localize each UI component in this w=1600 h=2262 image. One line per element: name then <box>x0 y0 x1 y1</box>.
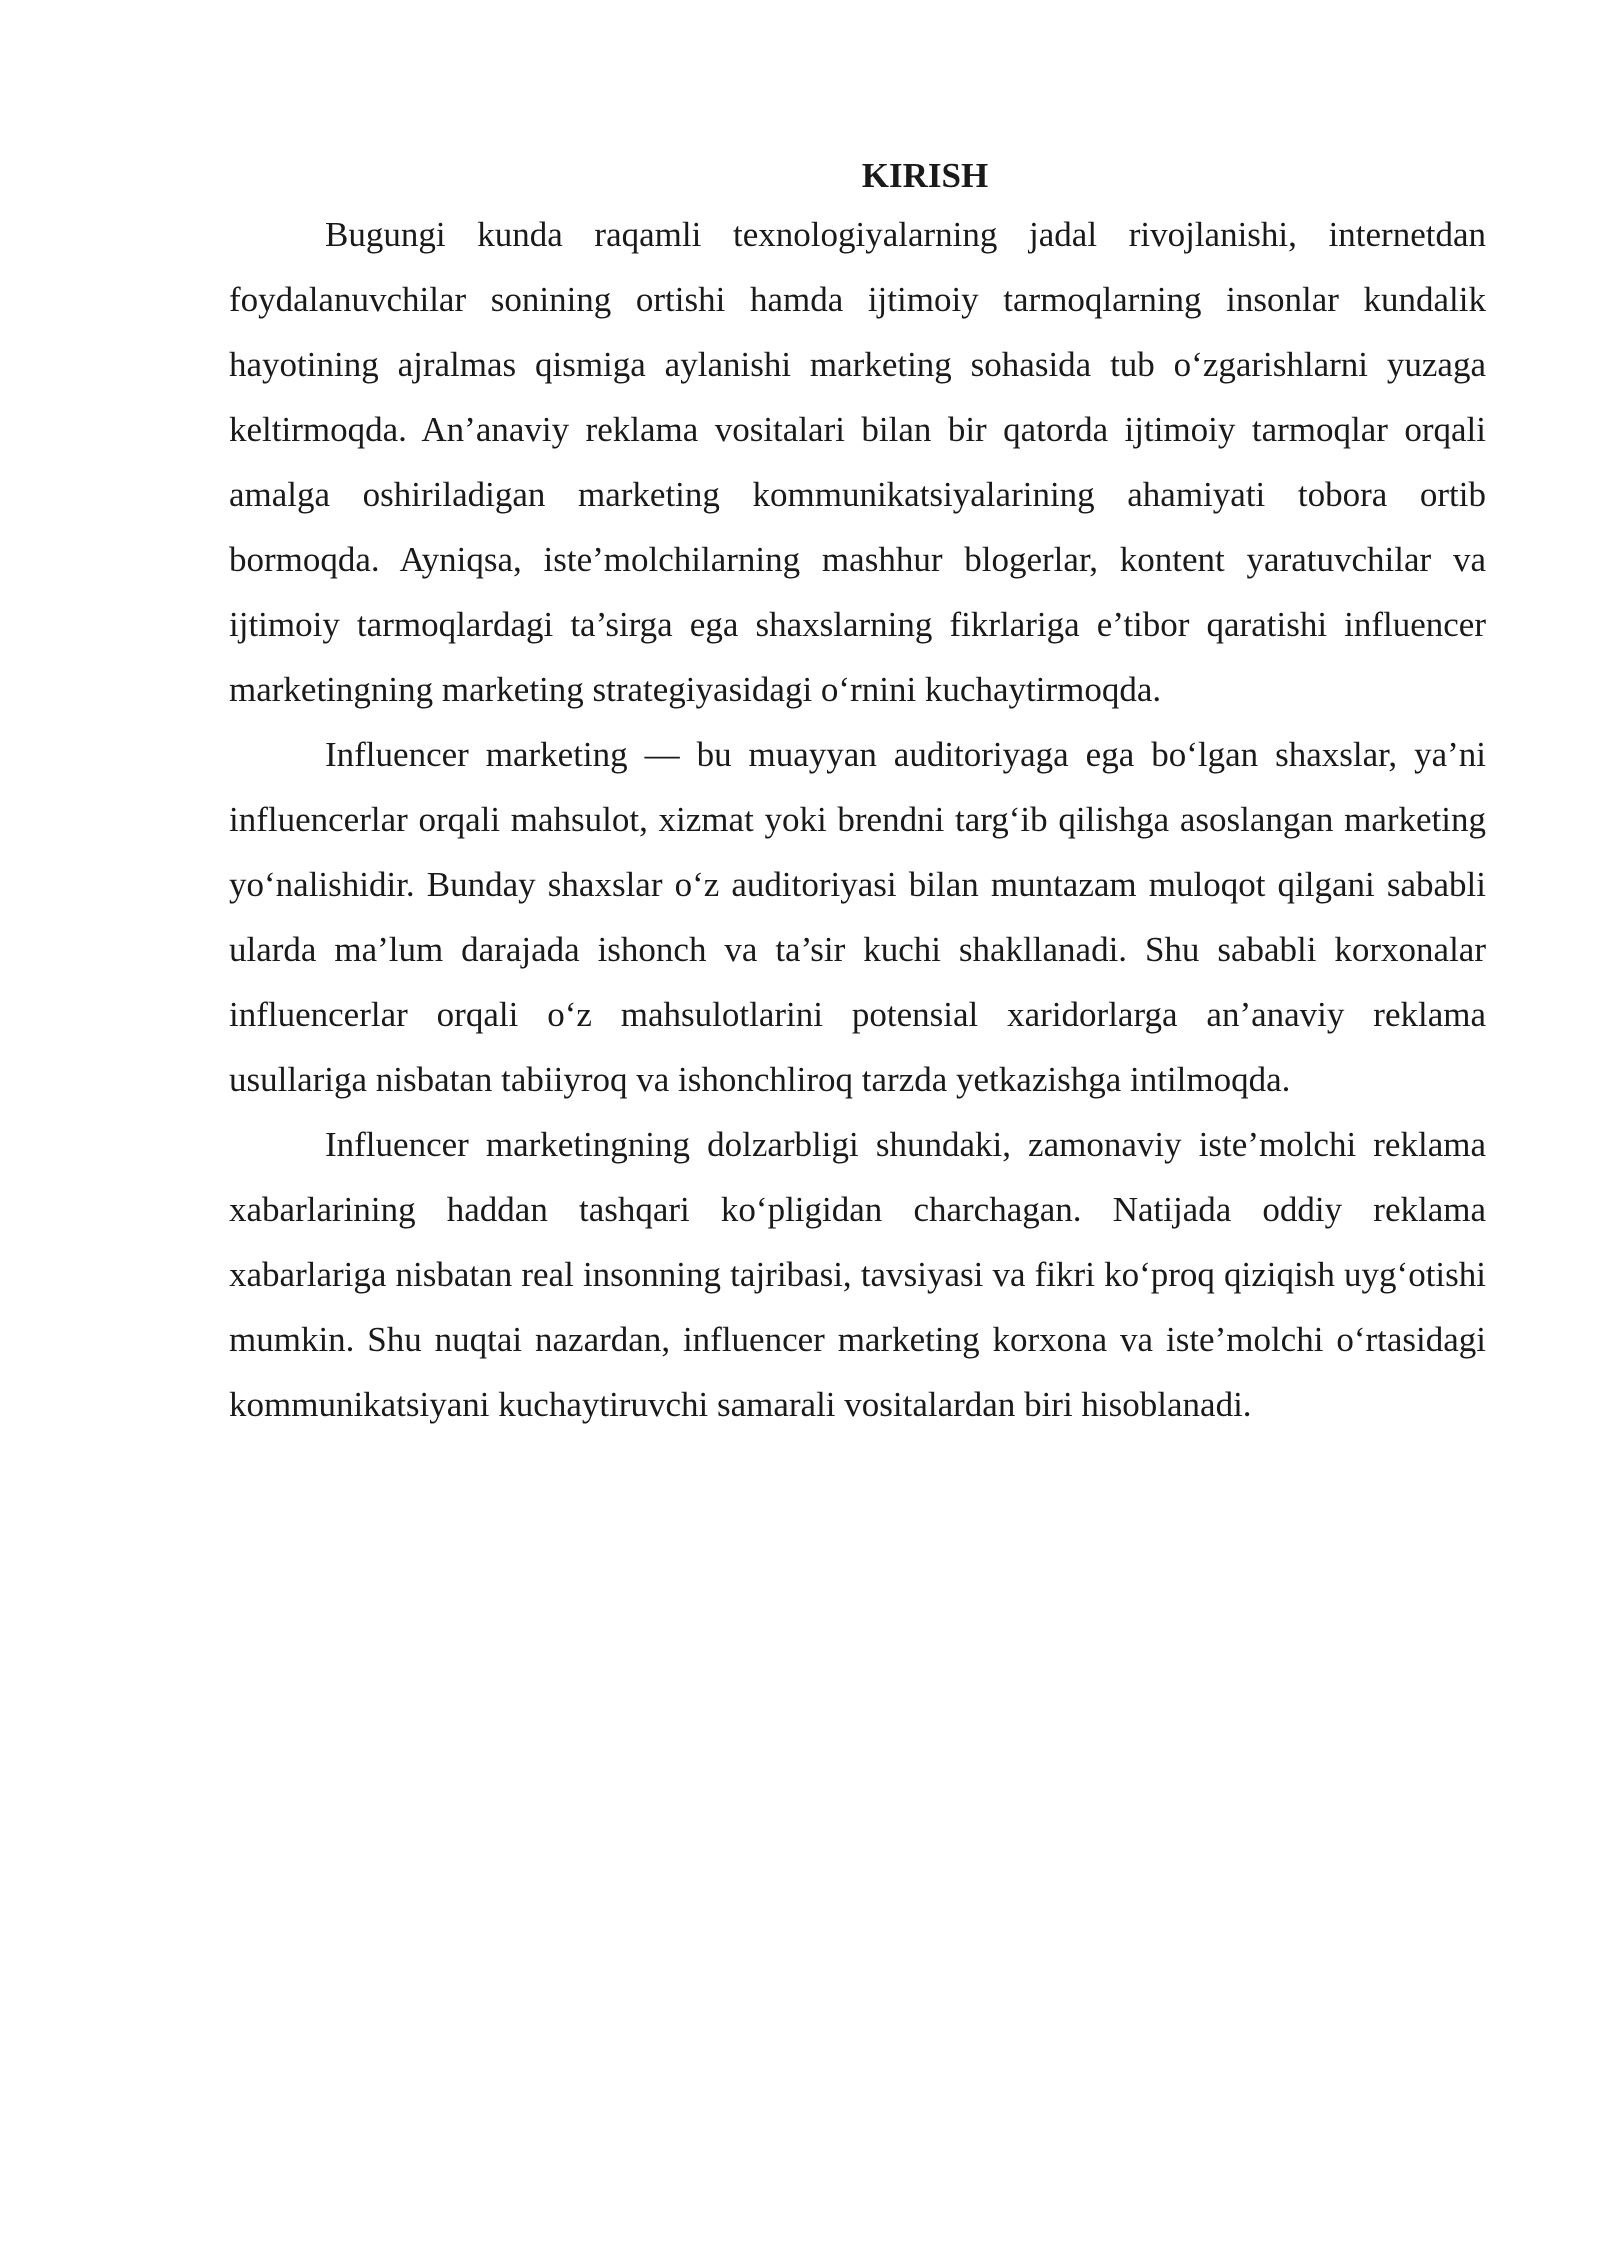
document-body <box>229 150 1486 1437</box>
section-title: KIRISH <box>861 156 989 195</box>
paragraph-1: Bugungi kunda raqamli texnologiyalarning jadal rivojlanishi, internetdan foydalanuvchilar sonining ortishi hamda ijtimoiy tarmoqlarning insonlar kundalik hayotining ajralmas qismiga aylanishi marketing sohasida tub o‘zgarishlarni yuzaga keltirmoqda. An’anaviy reklama vositalari bilan bir qatorda ijtimoiy tarmoqlar orqali amalga oshiriladigan marketing kommunikatsiyalarining ahamiyati tobora ortib bormoqda. Ayniqsa, iste’molchilarning mashhur blogerlar, kontent yaratuvchilar va ijtimoiy tarmoqlardagi ta’sirga ega shaxslarning fikrlariga e’tibor qaratishi influencer marketingning marketing strategiyasidagi o‘rnini kuchaytirmoqda. <box>229 215 1486 709</box>
paragraph-2: Influencer marketing — bu muayyan auditoriyaga ega bo‘lgan shaxslar, ya’ni influencerlar orqali mahsulot, xizmat yoki brendni targ‘ib qilishga asoslangan marketing yo‘nalishidir. Bunday shaxslar o‘z auditoriyasi bilan muntazam muloqot qilgani sababli ularda ma’lum darajada ishonch va ta’sir kuchi shakllanadi. Shu sababli korxonalar influencerlar orqali o‘z mahsulotlarini potensial xaridorlarga an’anaviy reklama usullariga nisbatan tabiiyroq va ishonchliroq tarzda yetkazishga intilmoqda. <box>229 735 1486 1099</box>
paragraph-3: Influencer marketingning dolzarbligi shundaki, zamonaviy iste’molchi reklama xabarlarining haddan tashqari ko‘pligidan charchagan. Natijada oddiy reklama xabarlariga nisbatan real insonning tajribasi, tavsiyasi va fikri ko‘proq qiziqish uyg‘otishi mumkin. Shu nuqtai nazardan, influencer marketing korxona va iste’molchi o‘rtasidagi kommunikatsiyani kuchaytiruvchi samarali vositalardan biri hisoblanadi. <box>229 1125 1486 1424</box>
